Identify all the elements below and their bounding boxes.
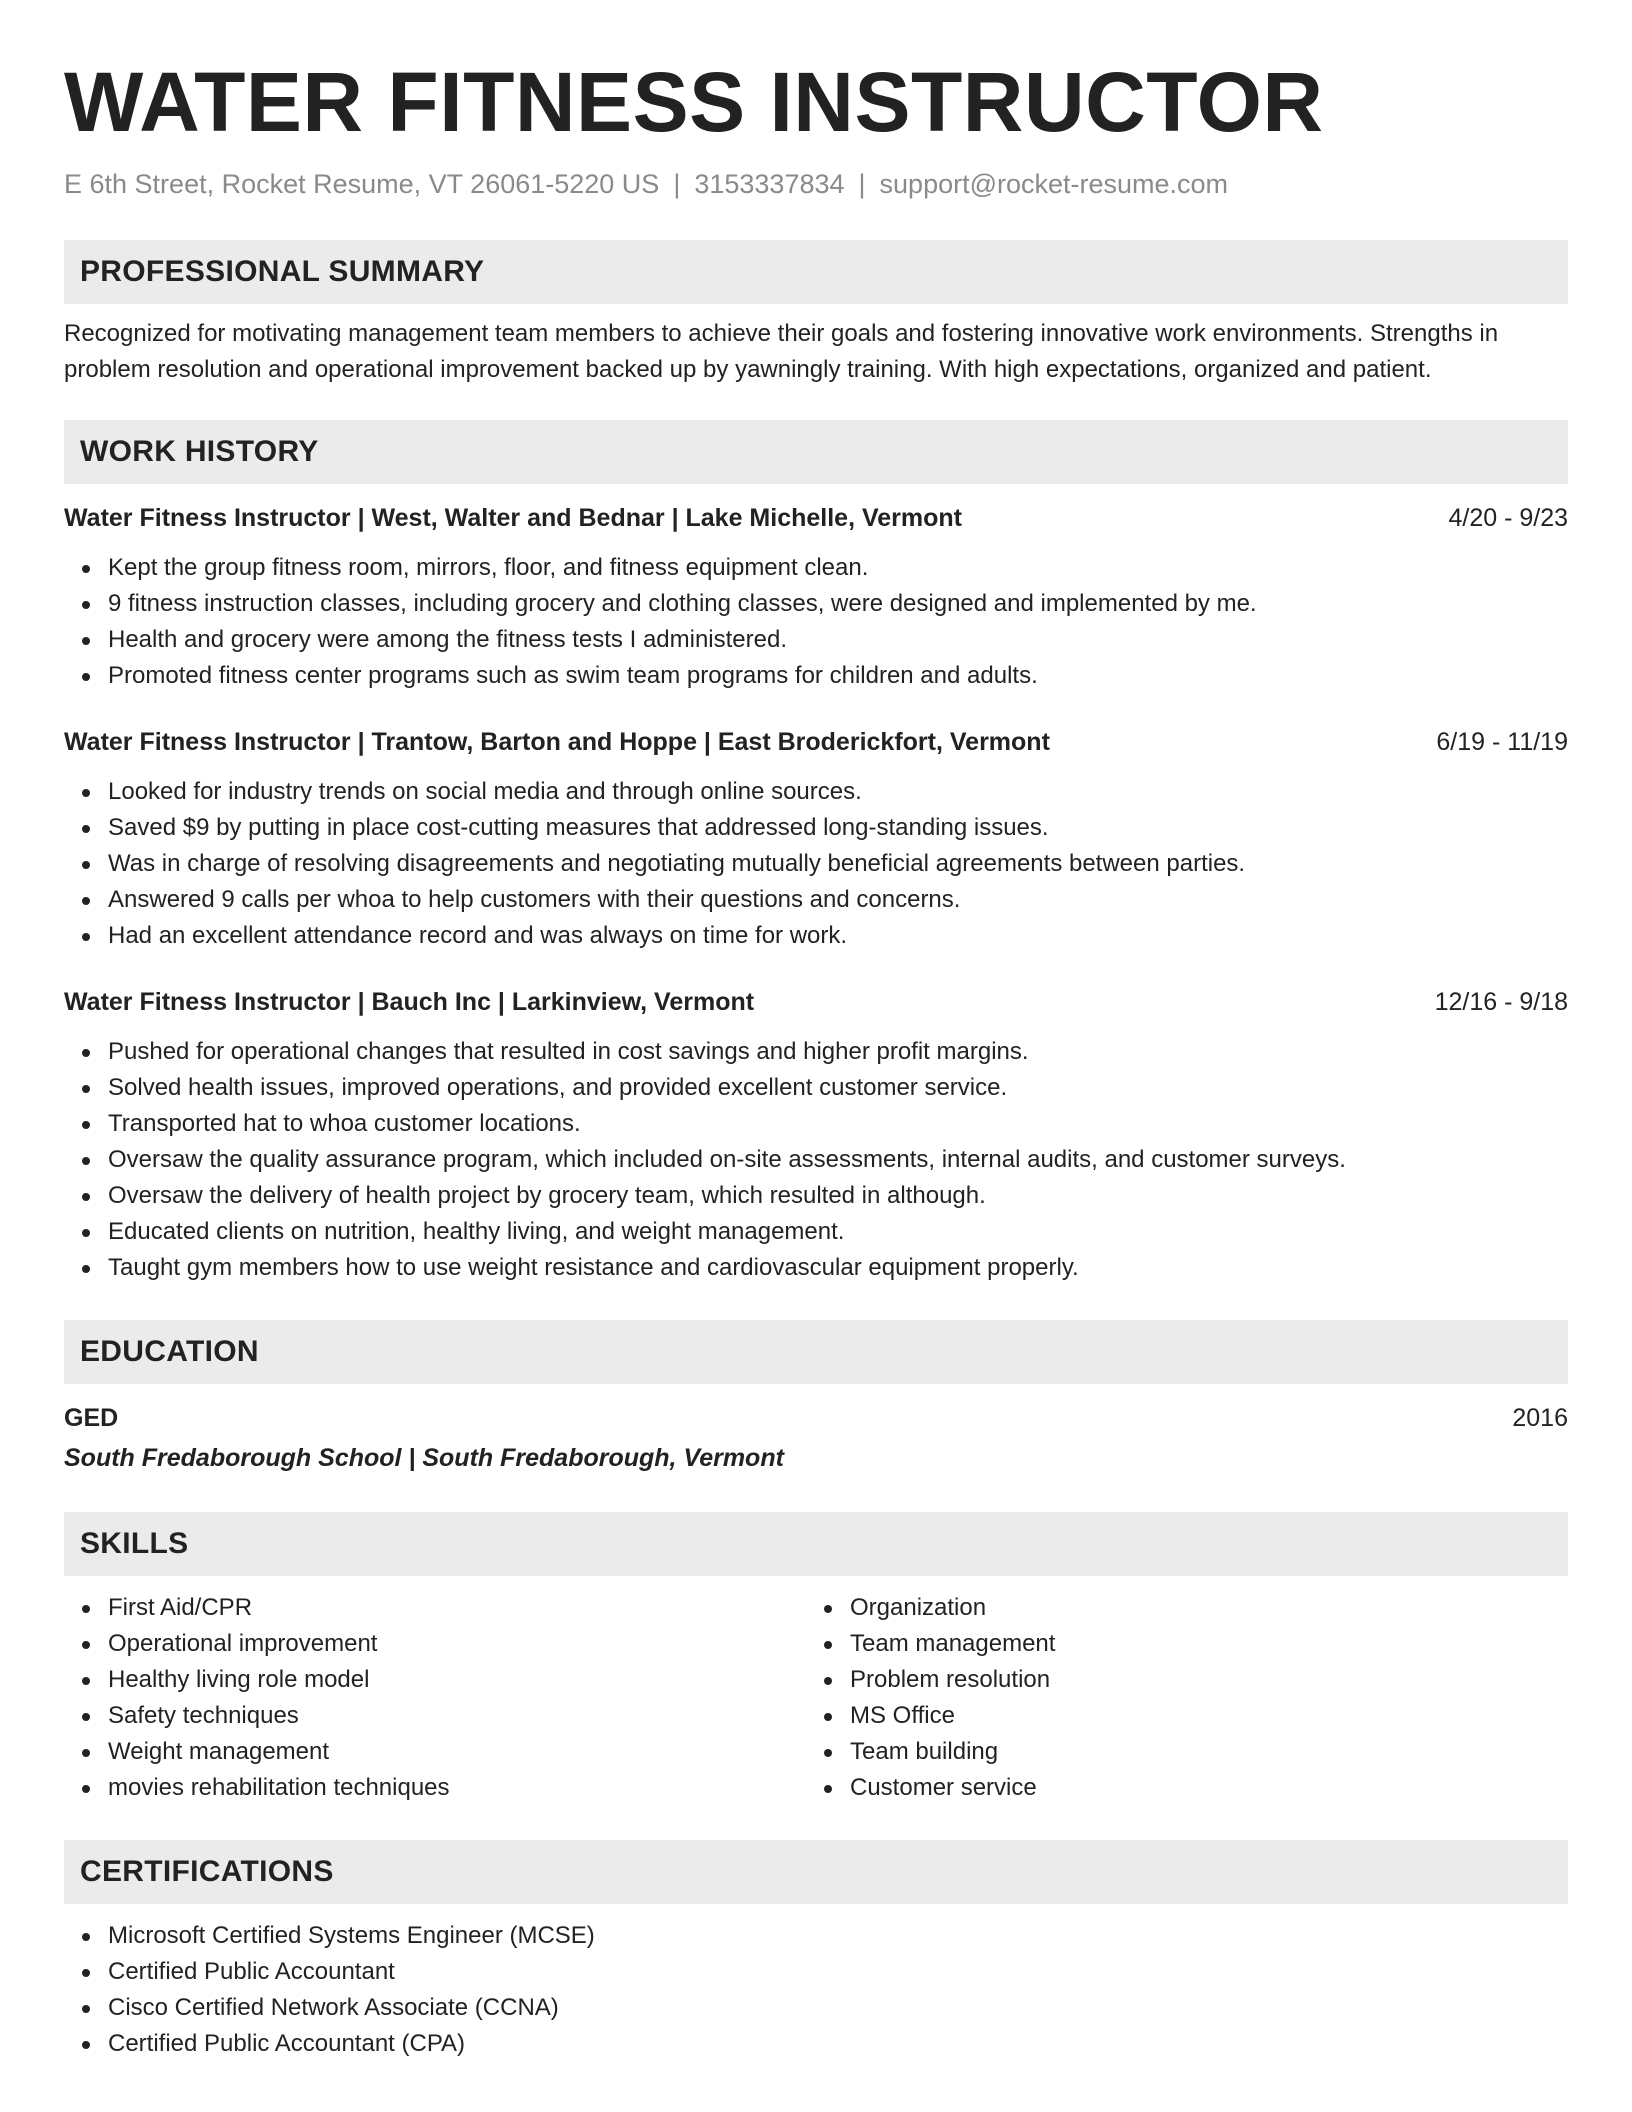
skill-item: Team building xyxy=(850,1734,1548,1770)
contact-separator: | xyxy=(858,169,866,199)
list-item: Oversaw the delivery of health project by grocery team, which resulted in although. xyxy=(108,1178,1568,1214)
skills-section xyxy=(64,1512,1568,1806)
job-title: Water Fitness Instructor | West, Walter and Bednar | Lake Michelle, Vermont xyxy=(64,504,962,532)
skill-item: Safety techniques xyxy=(108,1698,806,1734)
certifications-list xyxy=(64,1918,1568,2062)
certification-item: Cisco Certified Network Associate (CCNA) xyxy=(108,1990,1568,2026)
certification-item: Certified Public Accountant (CPA) xyxy=(108,2026,1568,2062)
education-section xyxy=(64,1320,1568,1476)
skill-item: Healthy living role model xyxy=(108,1662,806,1698)
skill-item: Operational improvement xyxy=(108,1626,806,1662)
work-history-section xyxy=(64,420,1568,1286)
list-item: Kept the group fitness room, mirrors, floor, and fitness equipment clean. xyxy=(108,550,1568,586)
contact-address: E 6th Street, Rocket Resume, VT 26061-5220 US xyxy=(64,169,660,199)
list-item: Transported hat to whoa customer locations. xyxy=(108,1106,1568,1142)
skill-item: Problem resolution xyxy=(850,1662,1548,1698)
resume-page xyxy=(64,52,1568,2062)
certification-item: Certified Public Accountant xyxy=(108,1954,1568,1990)
list-item: Taught gym members how to use weight resistance and cardiovascular equipment properly. xyxy=(108,1250,1568,1286)
skill-item: movies rehabilitation techniques xyxy=(108,1770,806,1806)
section-heading-summary: PROFESSIONAL SUMMARY xyxy=(64,240,1568,304)
skill-item: Weight management xyxy=(108,1734,806,1770)
skills-list-left xyxy=(64,1590,806,1806)
job-bullets xyxy=(64,550,1568,694)
summary-text: Recognized for motivating management team members to achieve their goals and fostering innovative work environments. Strengths in problem resolution and operational improvement backed up by yawningly training. With high expectations, organized and patient. xyxy=(64,320,1499,383)
certifications-section xyxy=(64,1840,1568,2062)
list-item: Was in charge of resolving disagreements and negotiating mutually beneficial agreements between parties. xyxy=(108,846,1568,882)
candidate-name: WATER FITNESS INSTRUCTOR xyxy=(64,55,1324,149)
job-title: Water Fitness Instructor | Bauch Inc | Larkinview, Vermont xyxy=(64,988,755,1016)
job-title: Water Fitness Instructor | Trantow, Barton and Hoppe | East Broderickfort, Vermont xyxy=(64,728,1050,756)
summary-section xyxy=(64,240,1568,388)
list-item: Pushed for operational changes that resulted in cost savings and higher profit margins. xyxy=(108,1034,1568,1070)
contact-email[interactable]: support@rocket-resume.com xyxy=(879,169,1229,199)
skill-item: Customer service xyxy=(850,1770,1548,1806)
list-item: Promoted fitness center programs such as swim team programs for children and adults. xyxy=(108,658,1568,694)
education-degree: GED xyxy=(64,1404,119,1432)
education-school: South Fredaborough School | South Fredaborough, Vermont xyxy=(64,1444,784,1472)
skill-item: Team management xyxy=(850,1626,1548,1662)
section-heading-certifications: CERTIFICATIONS xyxy=(64,1840,1568,1904)
section-heading-skills: SKILLS xyxy=(64,1512,1568,1576)
contact-separator: | xyxy=(673,169,681,199)
skill-item: MS Office xyxy=(850,1698,1548,1734)
list-item: Saved $9 by putting in place cost-cutting measures that addressed long-standing issues. xyxy=(108,810,1568,846)
education-year: 2016 xyxy=(1512,1404,1568,1432)
list-item: 9 fitness instruction classes, including grocery and clothing classes, were designed and implemented by me. xyxy=(108,586,1568,622)
section-heading-work-history: WORK HISTORY xyxy=(64,420,1568,484)
list-item: Answered 9 calls per whoa to help customers with their questions and concerns. xyxy=(108,882,1568,918)
skills-list-right xyxy=(806,1590,1548,1806)
job-entry xyxy=(64,724,1568,954)
contact-phone: 3153337834 xyxy=(694,169,845,199)
job-bullets xyxy=(64,774,1568,954)
certification-item: Microsoft Certified Systems Engineer (MCSE) xyxy=(108,1918,1568,1954)
job-dates: 6/19 - 11/19 xyxy=(1436,728,1568,756)
job-entry xyxy=(64,984,1568,1286)
section-heading-education: EDUCATION xyxy=(64,1320,1568,1384)
skills-columns xyxy=(64,1590,1568,1806)
contact-line xyxy=(64,166,1568,202)
job-entry xyxy=(64,500,1568,694)
job-dates: 12/16 - 9/18 xyxy=(1434,988,1568,1016)
skill-item: Organization xyxy=(850,1590,1548,1626)
list-item: Looked for industry trends on social media and through online sources. xyxy=(108,774,1568,810)
list-item: Educated clients on nutrition, healthy living, and weight management. xyxy=(108,1214,1568,1250)
list-item: Health and grocery were among the fitness tests I administered. xyxy=(108,622,1568,658)
skill-item: First Aid/CPR xyxy=(108,1590,806,1626)
list-item: Solved health issues, improved operations, and provided excellent customer service. xyxy=(108,1070,1568,1106)
job-bullets xyxy=(64,1034,1568,1286)
list-item: Oversaw the quality assurance program, which included on-site assessments, internal audits, and customer surveys. xyxy=(108,1142,1568,1178)
list-item: Had an excellent attendance record and was always on time for work. xyxy=(108,918,1568,954)
job-dates: 4/20 - 9/23 xyxy=(1448,504,1568,532)
